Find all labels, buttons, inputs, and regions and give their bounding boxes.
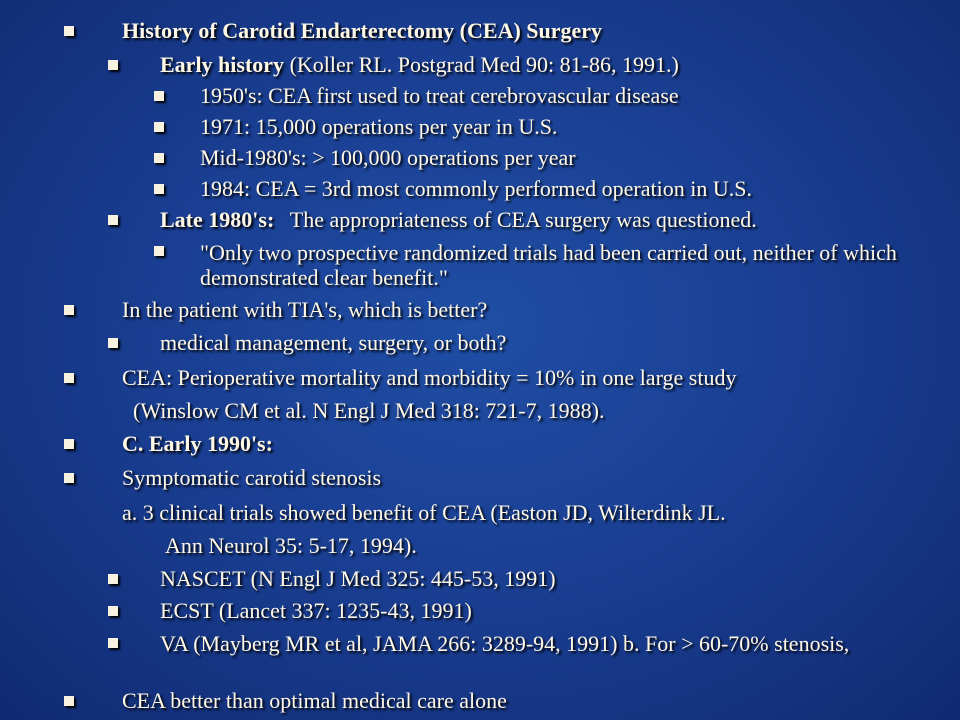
square-bullet-icon [64,473,74,483]
square-bullet-icon [154,153,164,163]
nascet-text: NASCET (N Engl J Med 325: 445-53, 1991) [160,566,556,591]
va-item [160,632,860,656]
va-text: VA (Mayberg MR et al, JAMA 266: 3289-94, 1991) b. For > 60-70% stenosis, [160,631,850,656]
options-item [160,332,506,354]
square-bullet-icon [108,215,118,225]
early-1990-item [122,433,273,455]
history-1950: 1950's: CEA first used to treat cerebrovascular disease [200,83,679,108]
square-bullet-icon [108,338,118,348]
square-bullet-icon [64,696,74,706]
winslow-ref: (Winslow CM et al. N Engl J Med 318: 721-7, 1988). [133,398,605,423]
late-1980-item [160,209,757,231]
options-text: medical management, surgery, or both? [160,330,507,355]
trials-line-a: a. 3 clinical trials showed benefit of CEA (Easton JD, Wilterdink JL. [122,500,726,525]
square-bullet-icon [64,439,74,449]
better-care-text: CEA better than optimal medical care alone [122,688,507,713]
square-bullet-icon [64,373,74,383]
symptomatic-item [122,467,381,489]
history-1971-item [200,116,557,138]
square-bullet-icon [108,638,118,648]
square-bullet-icon [64,26,74,36]
square-bullet-icon [154,91,164,101]
early-history-ref: (Koller RL. Postgrad Med 90: 81-86, 1991.) [289,52,679,77]
history-title: History of Carotid Endarterectomy (CEA) Surgery [122,18,603,43]
symptomatic-text: Symptomatic carotid stenosis [122,465,382,490]
early-history-label: Early history [160,52,285,77]
ecst-item [160,600,472,622]
history-1984-item [200,178,752,200]
trials-line-b: Ann Neurol 35: 5-17, 1994). [165,533,417,558]
nascet-item [160,568,556,590]
square-bullet-icon [154,122,164,132]
late-1980-label: Late 1980's: [160,207,275,232]
tia-question: In the patient with TIA's, which is better? [122,297,488,322]
cea-mortality: CEA: Perioperative mortality and morbidity = 10% in one large study [122,365,737,390]
square-bullet-icon [108,60,118,70]
early-1990: C. Early 1990's: [122,431,273,456]
history-1971: 1971: 15,000 operations per year in U.S. [200,114,558,139]
history-1984: 1984: CEA = 3rd most commonly performed operation in U.S. [200,176,752,201]
square-bullet-icon [64,305,74,315]
quote-item [200,240,900,290]
history-mid1980-item [200,147,576,169]
square-bullet-icon [154,184,164,194]
tia-question-item [122,299,487,321]
quote-text: "Only two prospective randomized trials had been carried out, neither of which demonstrated clear benefit." [200,240,897,290]
cea-mortality-item [122,367,736,389]
better-care-item [122,690,507,712]
history-title-item [122,20,602,42]
early-history-item [160,54,679,76]
square-bullet-icon [154,246,164,256]
square-bullet-icon [108,606,118,616]
history-1950-item [200,85,679,107]
history-mid1980: Mid-1980's: > 100,000 operations per year [200,145,576,170]
ecst-text: ECST (Lancet 337: 1235-43, 1991) [160,598,472,623]
square-bullet-icon [108,574,118,584]
late-1980-text: The appropriateness of CEA surgery was questioned. [289,207,757,232]
